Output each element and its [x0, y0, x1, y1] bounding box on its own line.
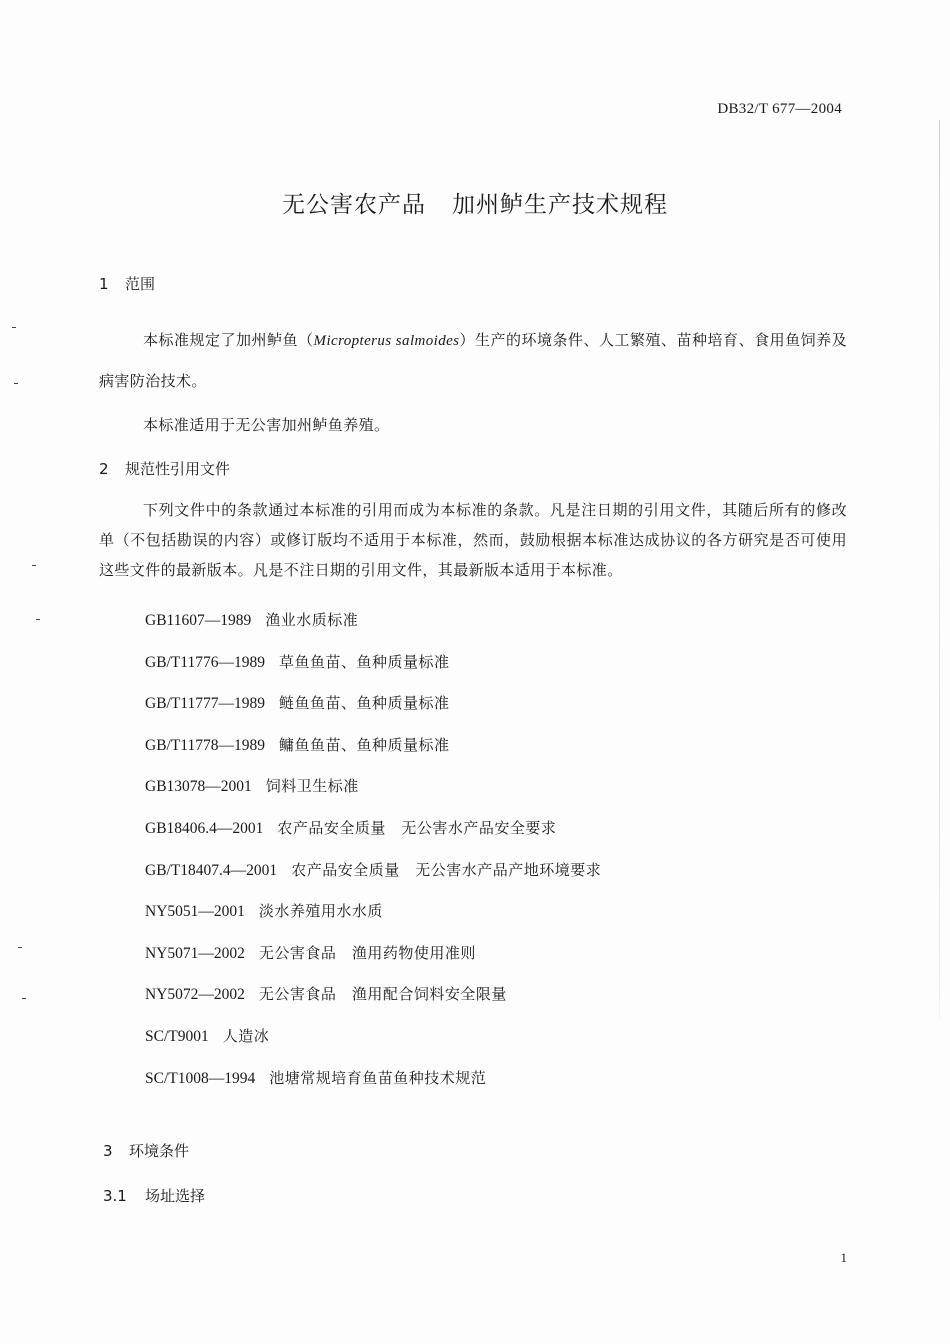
references-intro-paragraph: 下列文件中的条款通过本标准的引用而成为本标准的条款。凡是注日期的引用文件，其随后所有的修改单（不包括勘误的内容）或修订版均不适用于本标准，然而，鼓励根据本标准达成协议的各方研究是否可使用这些文件的最新版本。凡是不注日期的引用文件，其最新版本适用于本标准。 — [99, 501, 847, 579]
scan-speck — [32, 565, 36, 566]
reference-list — [145, 605, 601, 1104]
scan-speck — [18, 947, 22, 948]
reference-item: GB/T11777—1989 鲢鱼鱼苗、鱼种质量标准 — [145, 694, 450, 713]
section-2-heading: 2 规范性引用文件 — [99, 460, 231, 478]
reference-item: GB13078—2001 饲料卫生标准 — [145, 777, 359, 796]
reference-item: GB18406.4—2001 农产品安全质量 无公害水产品安全要求 — [145, 818, 557, 837]
reference-item: NY5071—2002 无公害食品 渔用药物使用准则 — [145, 943, 476, 962]
document-title — [0, 186, 950, 219]
latin-species-name: Micropterus salmoides — [313, 333, 460, 349]
document-code: DB32/T 677—2004 — [717, 101, 842, 117]
reference-item: GB11607—1989 渔业水质标准 — [145, 611, 359, 629]
scan-speck — [22, 998, 26, 999]
scan-speck — [12, 327, 16, 328]
scan-speck — [36, 619, 40, 620]
scope-paragraph-2: 本标准适用于无公害加州鲈鱼养殖。 — [143, 416, 390, 434]
section-3-1-heading: 3.1 场址选择 — [103, 1187, 206, 1205]
title-part-2: 加州鲈生产技术规程 — [452, 192, 668, 218]
reference-item: SC/T1008—1994 池塘常规培育鱼苗鱼种技术规范 — [145, 1068, 487, 1087]
reference-item: NY5072—2002 无公害食品 渔用配合饲料安全限量 — [145, 985, 507, 1004]
reference-item: GB/T11776—1989 草鱼鱼苗、鱼种质量标准 — [145, 652, 450, 671]
title-part-1: 无公害农产品 — [282, 192, 426, 218]
scan-speck — [14, 383, 18, 384]
reference-item: NY5051—2001 淡水养殖用水水质 — [145, 902, 383, 921]
section-3-heading: 3 环境条件 — [103, 1142, 190, 1160]
page-number: 1 — [840, 1250, 847, 1265]
reference-item: SC/T9001 人造冰 — [145, 1026, 270, 1045]
reference-item: GB/T11778—1989 鳙鱼鱼苗、鱼种质量标准 — [145, 735, 450, 754]
scope-paragraph-1: 本标准规定了加州鲈鱼（Micropterus salmoides）生产的环境条件、人工繁殖、苗种培育、食用鱼饲养及病害防治技术。 — [99, 331, 847, 390]
section-1-heading: 1 范围 — [99, 275, 156, 293]
scan-margin-line — [939, 120, 940, 1020]
reference-item: GB/T18407.4—2001 农产品安全质量 无公害水产品产地环境要求 — [145, 860, 602, 879]
